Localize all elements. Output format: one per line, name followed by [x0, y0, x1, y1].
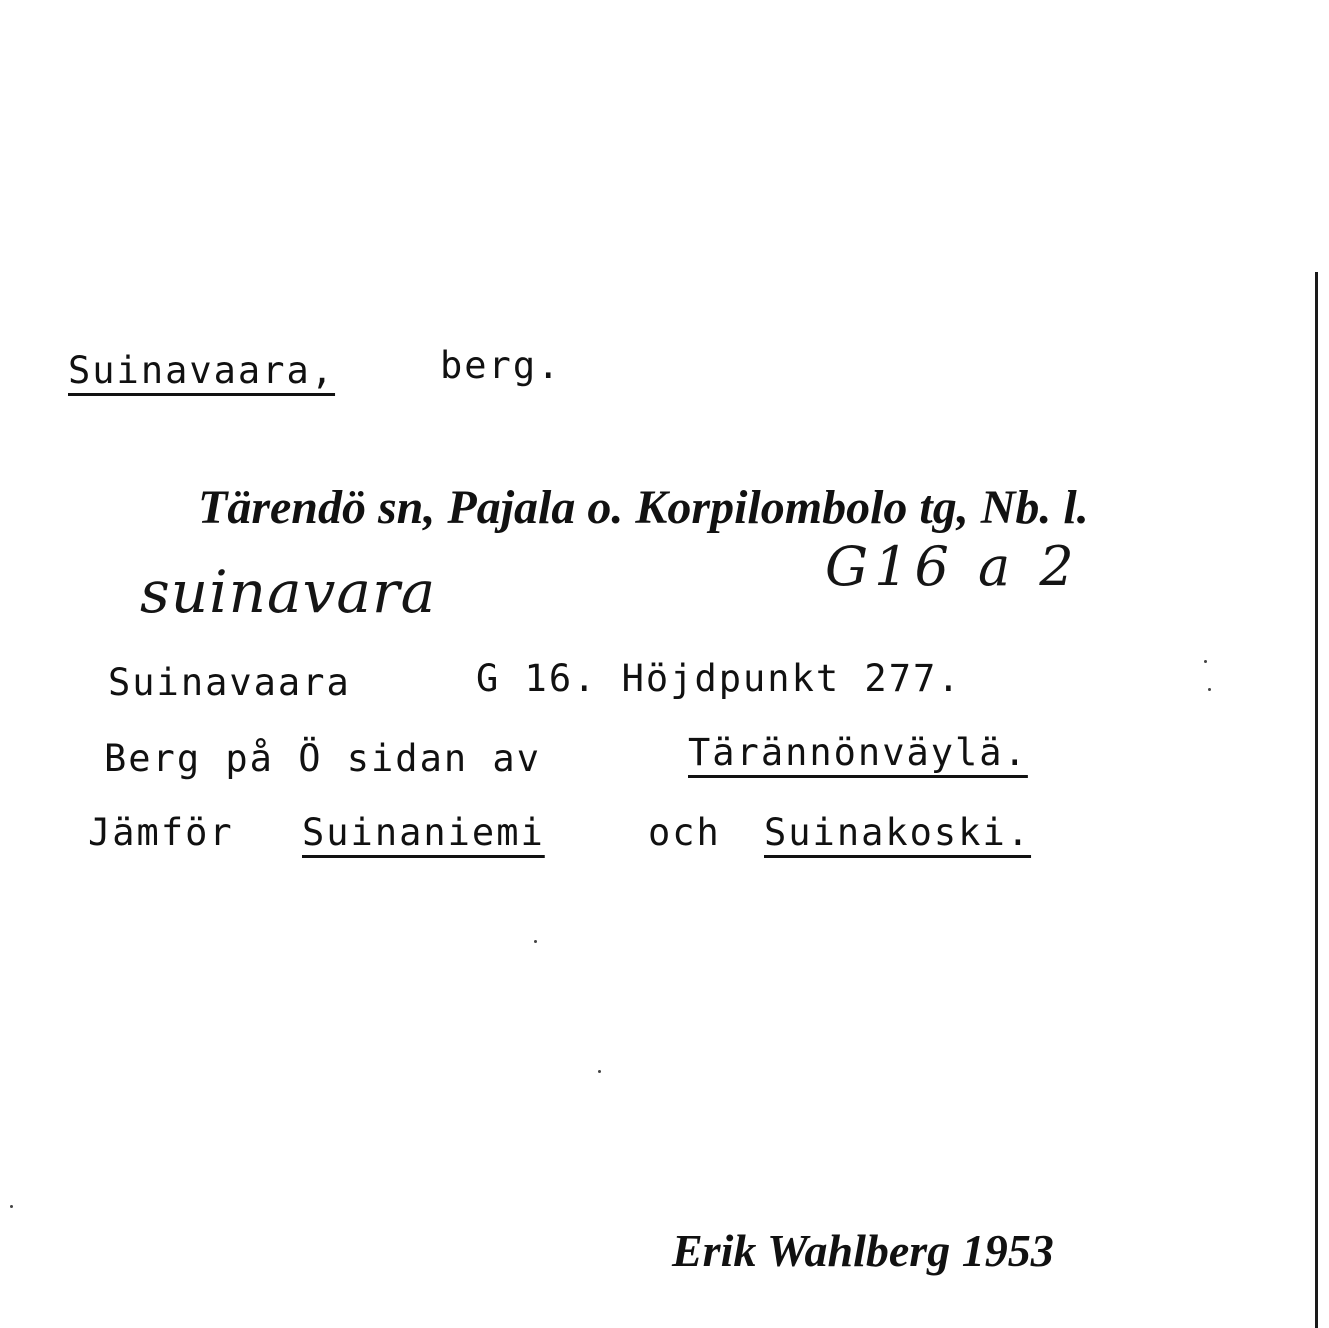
category-label: berg. — [440, 344, 562, 387]
location-line: Tärendö sn, Pajala o. Korpilombolo tg, Nb. l. — [198, 481, 1089, 534]
handwritten-form: suinavara — [140, 558, 437, 626]
entry-line-3-prefix: Jämför — [88, 811, 234, 854]
entry-line-3-link1: Suinaniemi — [302, 811, 545, 854]
speck — [534, 940, 537, 943]
handwritten-map-ref: G16 a 2 — [825, 535, 1080, 598]
speck — [1208, 688, 1211, 691]
speck — [1204, 660, 1207, 663]
entry-line-2-prefix: Berg på Ö sidan av — [104, 737, 541, 780]
speck — [598, 1070, 601, 1073]
speck — [10, 1205, 13, 1208]
signature: Erik Wahlberg 1953 — [672, 1225, 1054, 1276]
entry-line-3-link2: Suinakoski. — [764, 811, 1032, 854]
card-edge-line — [1315, 272, 1318, 1328]
entry-line-1-rest: G 16. Höjdpunkt 277. — [476, 657, 962, 700]
entry-line-3-middle: och — [648, 811, 721, 854]
entry-line-1-name: Suinavaara — [108, 661, 351, 704]
headword: Suinavaara, — [68, 349, 336, 392]
entry-line-2-link: Tärännönväylä. — [688, 731, 1028, 774]
